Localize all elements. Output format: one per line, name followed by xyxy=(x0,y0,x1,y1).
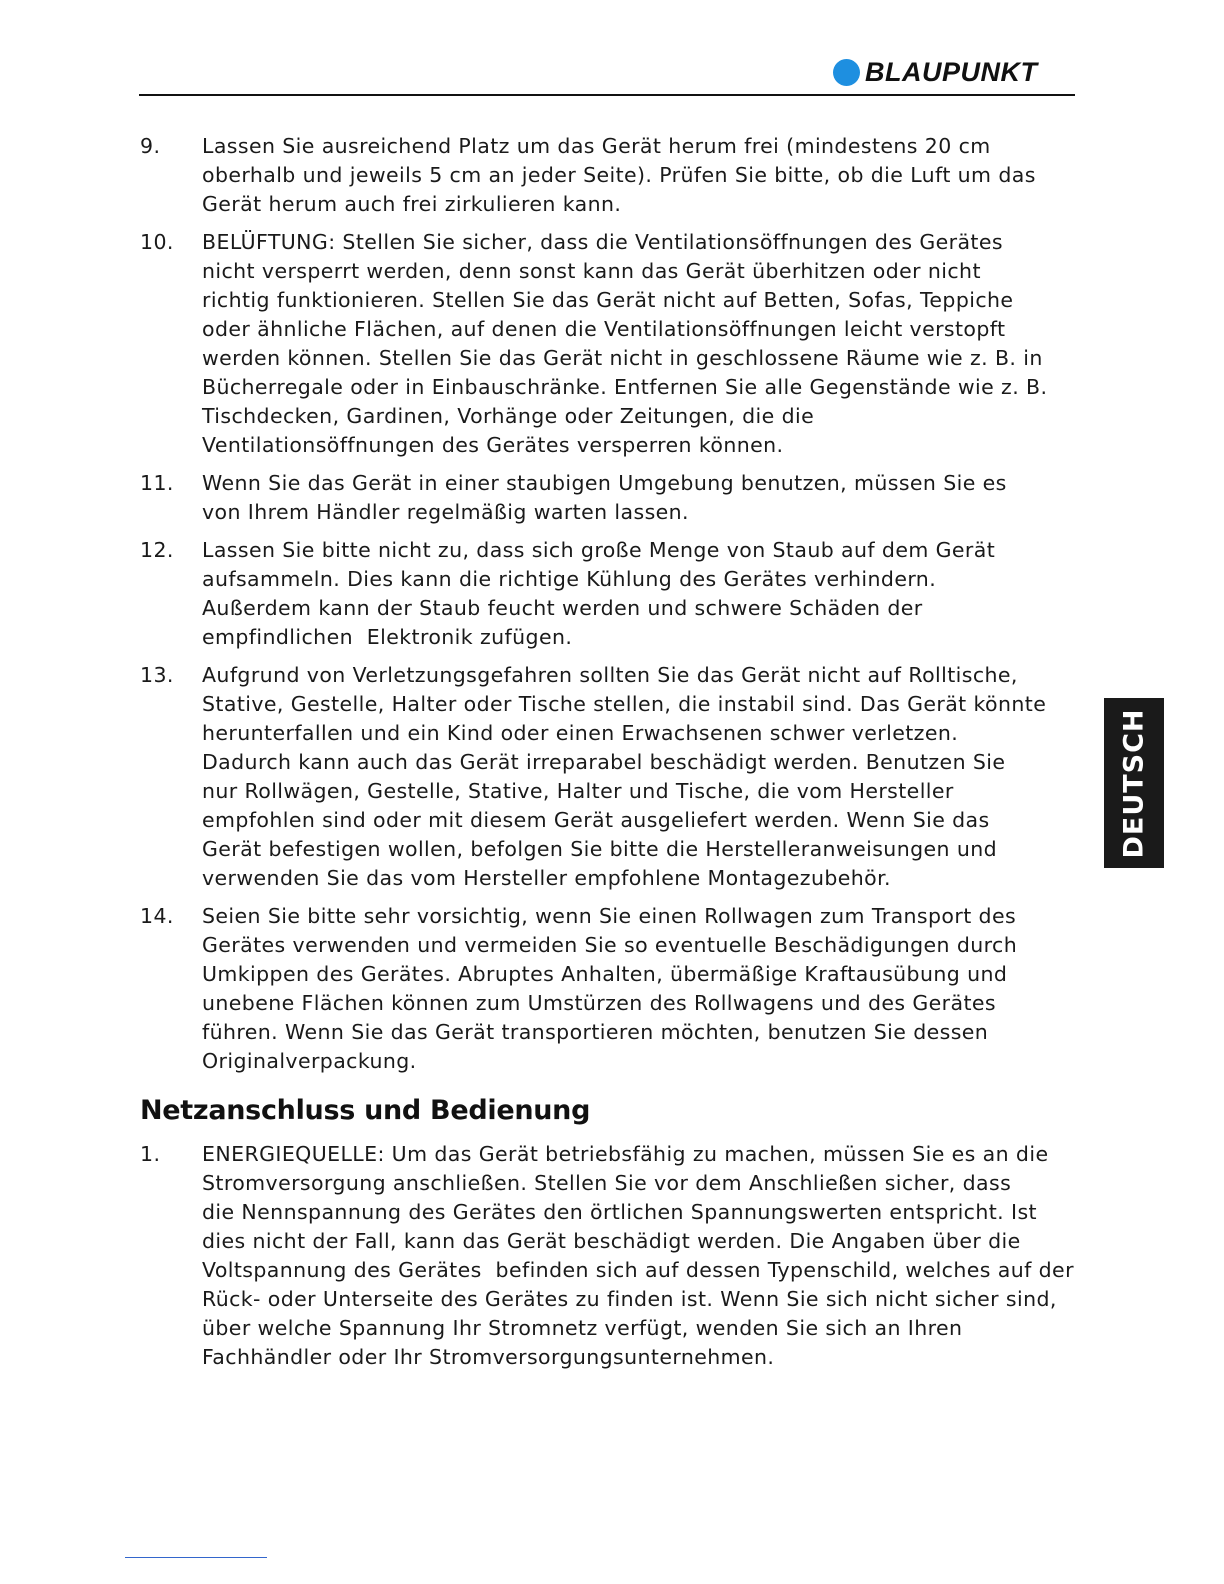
list-item-text xyxy=(202,469,1072,527)
list-item-number: 1. xyxy=(140,1142,161,1166)
text-line: richtig funktionieren. Stellen Sie das Gerät nicht auf Betten, Sofas, Teppiche xyxy=(202,288,1014,312)
text-line: dies nicht der Fall, kann das Gerät beschädigt werden. Die Angaben über die xyxy=(202,1229,1021,1253)
text-line: nur Rollwägen, Gestelle, Stative, Halter und Tische, die vom Hersteller xyxy=(202,779,954,803)
list-item-text xyxy=(202,1140,1072,1372)
text-line: Dadurch kann auch das Gerät irreparabel beschädigt werden. Benutzen Sie xyxy=(202,750,1006,774)
text-line: unebene Flächen können zum Umstürzen des Rollwagens und des Gerätes xyxy=(202,991,996,1015)
text-line: Aufgrund von Verletzungsgefahren sollten Sie das Gerät nicht auf Rolltische, xyxy=(202,663,1018,687)
text-line: werden können. Stellen Sie das Gerät nicht in geschlossene Räume wie z. B. in xyxy=(202,346,1043,370)
list-item-text xyxy=(202,536,1072,652)
text-line: Fachhändler oder Ihr Stromversorgungsunternehmen. xyxy=(202,1345,775,1369)
language-tab-label: DEUTSCH xyxy=(1118,707,1150,859)
text-line: Originalverpackung. xyxy=(202,1049,417,1073)
brand-logo-dot xyxy=(833,59,860,86)
section-heading: Netzanschluss und Bedienung xyxy=(140,1095,591,1126)
text-line: Wenn Sie das Gerät in einer staubigen Umgebung benutzen, müssen Sie es xyxy=(202,471,1007,495)
text-line: Stative, Gestelle, Halter oder Tische stellen, die instabil sind. Das Gerät könnte xyxy=(202,692,1047,716)
text-line: Seien Sie bitte sehr vorsichtig, wenn Sie einen Rollwagen zum Transport des xyxy=(202,904,1017,928)
list-item xyxy=(140,661,1075,893)
text-line: Stromversorgung anschließen. Stellen Sie vor dem Anschließen sicher, dass xyxy=(202,1171,1012,1195)
text-line: nicht versperrt werden, denn sonst kann das Gerät überhitzen oder nicht xyxy=(202,259,981,283)
text-line: Tischdecken, Gardinen, Vorhänge oder Zeitungen, die die xyxy=(202,404,815,428)
page-content xyxy=(140,132,1075,1381)
brand-logo xyxy=(833,56,1038,88)
text-line: die Nennspannung des Gerätes den örtlichen Spannungswerten entspricht. Ist xyxy=(202,1200,1037,1224)
text-line: Umkippen des Gerätes. Abruptes Anhalten, übermäßige Kraftausübung und xyxy=(202,962,1008,986)
header-divider xyxy=(139,94,1075,96)
list-item-number: 13. xyxy=(140,663,174,687)
list-item-number: 14. xyxy=(140,904,174,928)
list-item-text xyxy=(202,661,1072,893)
language-tab xyxy=(1104,698,1164,868)
text-line: verwenden Sie das vom Hersteller empfohlene Montagezubehör. xyxy=(202,866,891,890)
list-item-number: 9. xyxy=(140,134,161,158)
text-line: Gerätes verwenden und vermeiden Sie so eventuelle Beschädigungen durch xyxy=(202,933,1018,957)
list-item xyxy=(140,1140,1075,1372)
list-item xyxy=(140,536,1075,652)
text-line: BELÜFTUNG: Stellen Sie sicher, dass die Ventilationsöffnungen des Gerätes xyxy=(202,230,1003,254)
list-item xyxy=(140,132,1075,219)
safety-list xyxy=(140,132,1075,1076)
text-line: Lassen Sie bitte nicht zu, dass sich große Menge von Staub auf dem Gerät xyxy=(202,538,996,562)
brand-logo-text: BLAUPUNKT xyxy=(865,57,1038,87)
list-item-number: 11. xyxy=(140,471,174,495)
text-line: Voltspannung des Gerätes befinden sich auf dessen Typenschild, welches auf der xyxy=(202,1258,1074,1282)
text-line: Rück- oder Unterseite des Gerätes zu finden ist. Wenn Sie sich nicht sicher sind, xyxy=(202,1287,1057,1311)
footer-link-underline xyxy=(125,1557,267,1558)
power-list xyxy=(140,1140,1075,1372)
text-line: oberhalb und jeweils 5 cm an jeder Seite). Prüfen Sie bitte, ob die Luft um das xyxy=(202,163,1036,187)
list-item-text xyxy=(202,132,1072,219)
text-line: aufsammeln. Dies kann die richtige Kühlung des Gerätes verhindern. xyxy=(202,567,937,591)
text-line: führen. Wenn Sie das Gerät transportieren möchten, benutzen Sie dessen xyxy=(202,1020,989,1044)
list-item xyxy=(140,902,1075,1076)
list-item-number: 10. xyxy=(140,230,174,254)
list-item xyxy=(140,228,1075,460)
text-line: Außerdem kann der Staub feucht werden und schwere Schäden der xyxy=(202,596,923,620)
text-line: von Ihrem Händler regelmäßig warten lassen. xyxy=(202,500,689,524)
list-item xyxy=(140,469,1075,527)
list-item-text xyxy=(202,902,1072,1076)
text-line: oder ähnliche Flächen, auf denen die Ventilationsöffnungen leicht verstopft xyxy=(202,317,1006,341)
text-line: empfindlichen Elektronik zufügen. xyxy=(202,625,573,649)
text-line: Lassen Sie ausreichend Platz um das Gerät herum frei (mindestens 20 cm xyxy=(202,134,991,158)
list-item-text xyxy=(202,228,1072,460)
text-line: Gerät befestigen wollen, befolgen Sie bitte die Herstelleranweisungen und xyxy=(202,837,998,861)
text-line: empfohlen sind oder mit diesem Gerät ausgeliefert werden. Wenn Sie das xyxy=(202,808,990,832)
list-item-number: 12. xyxy=(140,538,174,562)
text-line: Bücherregale oder in Einbauschränke. Entfernen Sie alle Gegenstände wie z. B. xyxy=(202,375,1048,399)
text-line: ENERGIEQUELLE: Um das Gerät betriebsfähig zu machen, müssen Sie es an die xyxy=(202,1142,1049,1166)
text-line: Ventilationsöffnungen des Gerätes versperren können. xyxy=(202,433,784,457)
text-line: herunterfallen und ein Kind oder einen Erwachsenen schwer verletzen. xyxy=(202,721,959,745)
text-line: über welche Spannung Ihr Stromnetz verfügt, wenden Sie sich an Ihren xyxy=(202,1316,963,1340)
text-line: Gerät herum auch frei zirkulieren kann. xyxy=(202,192,622,216)
